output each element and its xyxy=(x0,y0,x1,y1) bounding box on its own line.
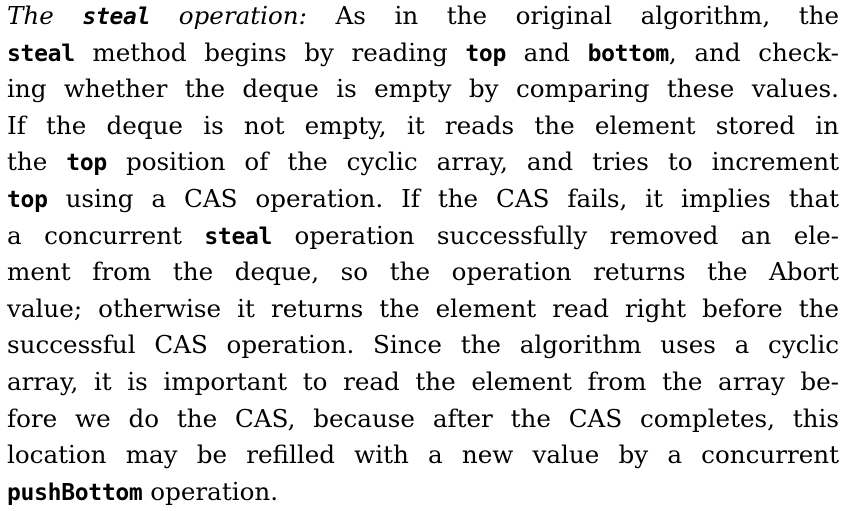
code-bottom: bottom xyxy=(587,40,669,67)
paragraph-line-10: successful CAS operation. Since the algorithm uses a cyclic xyxy=(7,330,839,360)
paragraph-line-7 xyxy=(7,218,839,255)
line-2-text-a: method begins by reading xyxy=(74,37,466,67)
line-7-text-a: a concurrent xyxy=(7,220,205,250)
line-1-text: As in the original algorithm, the xyxy=(306,1,840,30)
paragraph-line-14 xyxy=(7,474,839,511)
line-7-text-b: operation successfully removed an ele- xyxy=(272,220,839,250)
code-top: top xyxy=(465,40,507,67)
heading-italic-prefix: The xyxy=(7,1,83,30)
paragraph-line-12: fore we do the CAS, because after the CAS completes, this xyxy=(7,403,839,433)
paragraph-heading xyxy=(7,1,307,30)
paragraph-line-1 xyxy=(7,0,839,35)
line-5-text-b: position of the cyclic array, and tries to increment xyxy=(106,147,839,177)
paragraph-line-6 xyxy=(7,181,839,218)
paragraph-line-13: location may be refilled with a new value by a concurrent xyxy=(7,440,839,470)
paragraph-line-2 xyxy=(7,35,839,72)
code-top: top xyxy=(7,186,48,213)
heading-code-steal: steal xyxy=(82,4,151,30)
code-steal: steal xyxy=(204,223,273,250)
line-6-text: using a CAS operation. If the CAS fails, it implies that xyxy=(47,183,839,213)
paragraph-line-4: If the deque is not empty, it reads the element stored in xyxy=(7,110,839,140)
paragraph-line-9: value; otherwise it returns the element read right before the xyxy=(7,293,839,323)
line-2-text-b: and xyxy=(506,37,588,67)
line-5-text-a: the xyxy=(7,147,67,177)
paragraph-line-8: ment from the deque, so the operation returns the Abort xyxy=(7,257,839,287)
line-2-text-c: , and check- xyxy=(668,37,839,67)
heading-italic-suffix: operation: xyxy=(150,1,307,30)
code-pushBottom: pushBottom xyxy=(7,479,143,506)
paragraph-line-3: ing whether the deque is empty by comparing these values. xyxy=(7,74,839,104)
paragraph-line-5 xyxy=(7,144,839,181)
paragraph-line-11: array, it is important to read the element from the array be- xyxy=(7,366,839,396)
code-top: top xyxy=(66,150,107,177)
code-steal: steal xyxy=(7,40,75,67)
line-14-text: operation. xyxy=(142,476,279,506)
